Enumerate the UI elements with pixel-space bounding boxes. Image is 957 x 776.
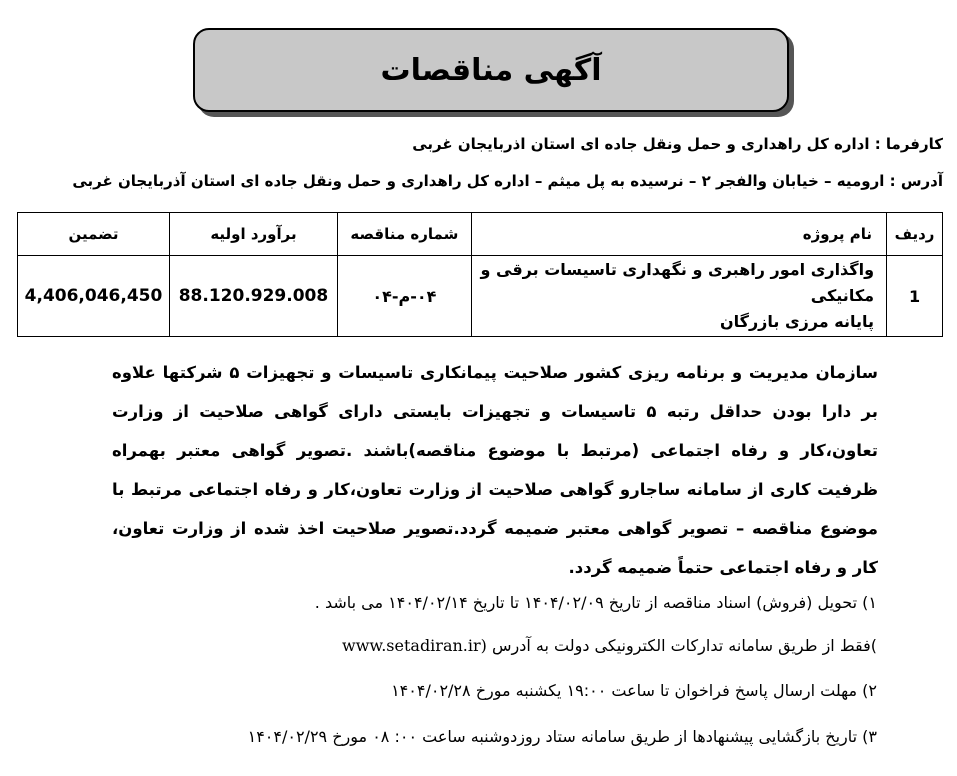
portal-url-link[interactable]: www.setadiran.ir) (342, 636, 487, 655)
employer-line: کارفرما : اداره کل راهداری و حمل ونقل جاده ای استان اذربایجان غربی (412, 135, 943, 153)
project-name-line1: واگذاری امور راهبری و نگهداری تاسیسات برقی و مکانیکی (480, 260, 875, 305)
cell-initial-estimate: 88.120.929.008 (170, 256, 338, 337)
item-2-response-deadline: ۲) مهلت ارسال پاسخ فراخوان تا ساعت ۱۹:۰۰ یکشنبه مورخ ۱۴۰۴/۰۲/۲۸ (391, 681, 877, 700)
item-1-document-delivery: ۱) تحویل (فروش) اسناد مناقصه از تاریخ ۱۴۰۴/۰۲/۰۹ تا تاریخ ۱۴۰۴/۰۲/۱۴ می باشد . (314, 593, 877, 612)
cell-guarantee: 4,406,046,450 (18, 256, 170, 337)
table-row (18, 256, 943, 337)
cell-tender-number: ۰۴-م-۰۴ (337, 256, 471, 337)
header-row-number: ردیف (887, 213, 943, 256)
notice-title: آگهی مناقصات (193, 28, 789, 112)
address-line: آدرس : ارومیه – خیابان والفجر ۲ – نرسیده به پل میثم – اداره کل راهداری و حمل ونقل جاده ای استان آذربایجان غربی (72, 172, 943, 190)
item-1-portal-note (342, 636, 877, 655)
header-guarantee: تضمین (18, 213, 170, 256)
project-name-line2: پایانه مرزی بازرگان (720, 312, 875, 331)
cell-project-name (471, 256, 886, 337)
header-tender-number: شماره مناقصه (337, 213, 471, 256)
qualification-paragraph: سازمان مدیریت و برنامه ریزی کشور صلاحیت پیمانکاری تاسیسات و تجهیزات ۵ شرکتها علاوه بر دارا بودن حداقل رتبه ۵ تاسیسات و تجهیزات بایستی دارای گواهی صلاحیت از وزارت تعاون،کار و رفاه اجتماعی (مرتبط با موضوع مناقصه)باشند .تصویر گواهی معتبر بهمراه ظرفیت کاری از سامانه ساجارو گواهی صلاحیت از وزارت تعاون،کار و رفاه اجتماعی مرتبط با موضوع مناقصه – تصویر گواهی معتبر ضمیمه گردد.تصویر صلاحیت اخذ شده از وزارت تعاون، کار و رفاه اجتماعی حتماً ضمیمه گردد. (112, 363, 878, 577)
table-header-row (18, 213, 943, 256)
header-project-name: نام پروژه (471, 213, 886, 256)
cell-row-number: 1 (887, 256, 943, 337)
portal-note-text: )فقط از طریق سامانه تدارکات الکترونیکی دولت به آدرس (491, 636, 877, 655)
item-3-opening-date: ۳) تاریخ بازگشایی پیشنهادها از طریق سامانه ستاد روزدوشنبه ساعت ۰۰: ۰۸ مورخ ۱۴۰۴/۰۲/۲۹ (247, 727, 877, 746)
tender-table (17, 212, 943, 337)
header-initial-estimate: برآورد اولیه (170, 213, 338, 256)
